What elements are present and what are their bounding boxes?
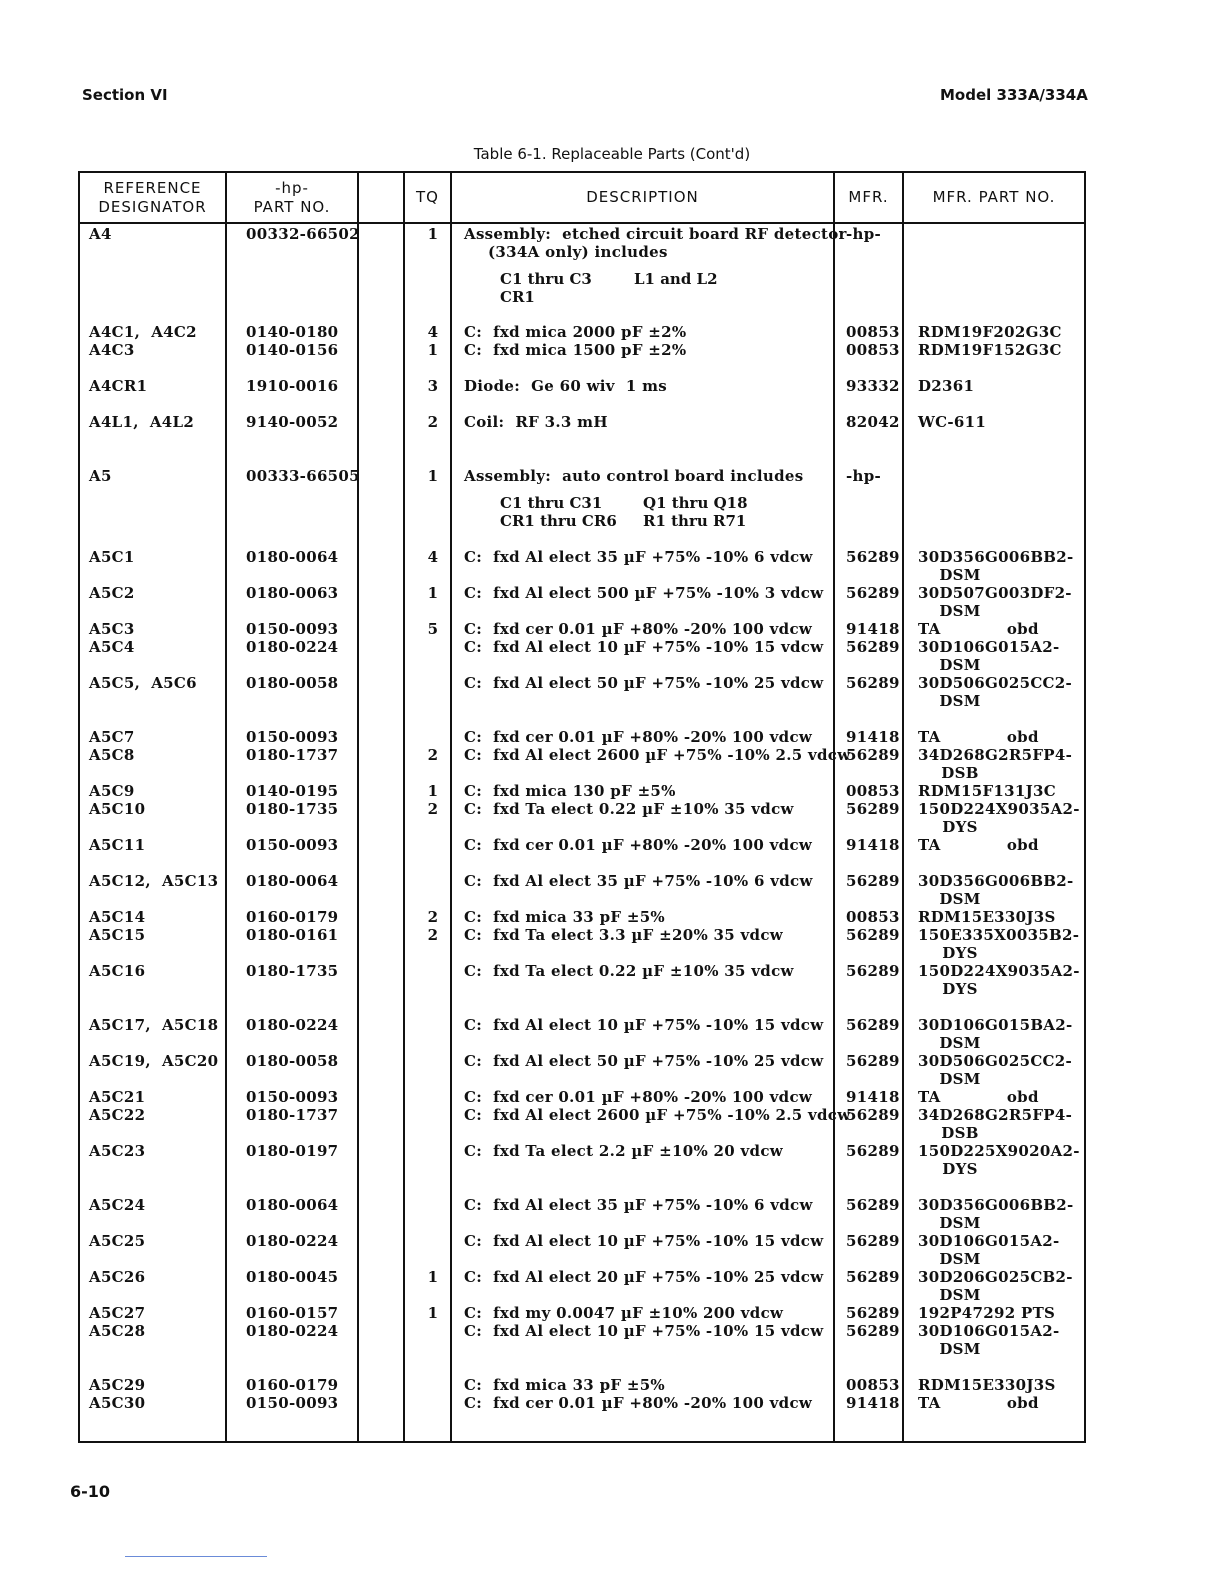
a4-include-c2: L1 and L2 (634, 270, 718, 288)
mfr-part-line: 150E335X0035B2- (918, 926, 1080, 944)
header-description: DESCRIPTION (586, 188, 699, 206)
reference-designator: A5C19, A5C20 (89, 1052, 219, 1070)
hp-part-number: 0150-0093 (246, 620, 339, 638)
mfr-part-line: 34D268G2R5FP4- (918, 1106, 1073, 1124)
description (464, 836, 812, 854)
manufacturer-part-number (918, 1304, 1068, 1322)
table-caption: Table 6-1. Replaceable Parts (Cont'd) (473, 145, 751, 163)
reference-designator: A5C30 (89, 1394, 146, 1412)
mfr-part-line: 150D224X9035A2- (918, 962, 1080, 980)
description (464, 1142, 783, 1160)
hp-part-number: 0180-1735 (246, 962, 339, 980)
description (464, 1322, 823, 1340)
description-line: C: fxd Al elect 10 µF +75% -10% 15 vdcw (464, 1322, 824, 1340)
hp-part-number: 0180-0224 (246, 1322, 339, 1340)
reference-designator: A5C5, A5C6 (89, 674, 197, 692)
description-line: Coil: RF 3.3 mH (464, 413, 608, 431)
column-divider (403, 173, 405, 1441)
parts-table (78, 171, 1086, 1443)
manufacturer-part-number (918, 728, 1068, 746)
hp-part-number: 0140-0156 (246, 341, 339, 359)
mfr-part-suffix: DSM (939, 692, 981, 710)
mfr-part-suffix: DSM (939, 1214, 981, 1232)
manufacturer-code: 56289 (846, 548, 900, 566)
total-quantity: 1 (427, 341, 439, 359)
mfr-part-suffix: DSM (939, 1070, 981, 1088)
mfr-part-suffix: DYS (942, 980, 978, 998)
hp-part-number: 1910-0016 (246, 377, 339, 395)
description-line: Assembly: etched circuit board RF detector (464, 225, 847, 243)
mfr-part-suffix: DSM (939, 566, 981, 584)
mfr-part-line: 30D356G006BB2- (918, 548, 1074, 566)
section-label: Section VI (82, 86, 168, 104)
hp-part-number: 0180-1735 (246, 800, 339, 818)
mfr-part-suffix: DYS (942, 818, 978, 836)
reference-designator: A5C22 (89, 1106, 146, 1124)
description-line: C: fxd mica 33 pF ±5% (464, 908, 665, 926)
total-quantity: 1 (427, 1304, 439, 1322)
reference-designator: A5C14 (89, 908, 146, 926)
mfr-part-line: TA obd (918, 1394, 1039, 1412)
hp-part-number: 0160-0157 (246, 1304, 339, 1322)
mfr-part-line: 30D506G025CC2- (918, 674, 1073, 692)
manufacturer-code: 56289 (846, 800, 900, 818)
manufacturer-part-number (918, 1232, 1068, 1268)
description-line2: (334A only) includes (488, 243, 668, 261)
hp-part-number: 0180-0224 (246, 1232, 339, 1250)
reference-designator: A5C15 (89, 926, 146, 944)
manufacturer-code: 56289 (846, 1268, 900, 1286)
manufacturer-code: 56289 (846, 962, 900, 980)
manufacturer-part-number (918, 800, 1080, 836)
manufacturer-part-number (918, 1268, 1073, 1304)
reference-designator: A5C4 (89, 638, 135, 656)
description (464, 638, 823, 656)
hp-part-number: 0160-0179 (246, 1376, 339, 1394)
description (464, 1232, 823, 1250)
reference-designator: A5C11 (89, 836, 146, 854)
mfr-part-line: 30D206G025CB2- (918, 1268, 1073, 1286)
reference-designator: A4C3 (89, 341, 135, 359)
header-part-line1: -hp- (275, 178, 309, 197)
manufacturer-code: 56289 (846, 674, 900, 692)
manufacturer-part-number (918, 674, 1073, 710)
manufacturer-part-number (918, 1142, 1080, 1178)
manufacturer-part-number (918, 1376, 1068, 1394)
total-quantity: 4 (427, 323, 439, 341)
description (464, 872, 813, 890)
manufacturer-part-number (918, 782, 1068, 800)
mfr-part-line: TA obd (918, 620, 1039, 638)
reference-designator: A5C27 (89, 1304, 146, 1322)
manufacturer-code: 91418 (846, 1394, 900, 1412)
mfr-part-line: WC-611 (918, 413, 987, 431)
description (464, 467, 803, 485)
mfr-part-line: 150D225X9020A2- (918, 1142, 1080, 1160)
column-divider (833, 173, 835, 1441)
total-quantity: 4 (427, 548, 439, 566)
manufacturer-part-number (918, 962, 1080, 998)
description-line: C: fxd Ta elect 0.22 µF ±10% 35 vdcw (464, 962, 794, 980)
manufacturer-part-number (918, 548, 1074, 584)
hp-part-number: 0180-0197 (246, 1142, 339, 1160)
manufacturer-part-number (918, 638, 1068, 674)
hp-part-number: 0150-0093 (246, 1088, 339, 1106)
mfr-part-suffix: DSM (939, 1340, 981, 1358)
hp-part-number: 0180-0224 (246, 1016, 339, 1034)
mfr-part-line: 30D356G006BB2- (918, 872, 1074, 890)
mfr-part-suffix: DSB (941, 764, 979, 782)
mfr-part-line: 192P47292 PTS (918, 1304, 1056, 1322)
description-line: C: fxd Al elect 35 µF +75% -10% 6 vdcw (464, 548, 813, 566)
total-quantity: 2 (427, 926, 439, 944)
description-line: C: fxd Al elect 50 µF +75% -10% 25 vdcw (464, 1052, 824, 1070)
mfr-part-line: RDM15E330J3S (918, 1376, 1056, 1394)
column-divider (357, 173, 359, 1441)
reference-designator: A5C2 (89, 584, 135, 602)
mfr-part-line: 30D356G006BB2- (918, 1196, 1074, 1214)
description-line: C: fxd Al elect 2600 µF +75% -10% 2.5 vdcw (464, 746, 851, 764)
model-label: Model 333A/334A (940, 86, 1088, 104)
column-divider (902, 173, 904, 1441)
hp-part-number: 9140-0052 (246, 413, 339, 431)
total-quantity: 2 (427, 413, 439, 431)
hp-part-number: 0180-0224 (246, 638, 339, 656)
reference-designator: A5C29 (89, 1376, 146, 1394)
description-line: C: fxd cer 0.01 µF +80% -20% 100 vdcw (464, 836, 813, 854)
reference-designator: A5C21 (89, 1088, 146, 1106)
manufacturer-code: 82042 (846, 413, 900, 431)
header-part-no (227, 173, 357, 222)
description-line: C: fxd Al elect 2600 µF +75% -10% 2.5 vdcw (464, 1106, 851, 1124)
description-line: C: fxd Al elect 10 µF +75% -10% 15 vdcw (464, 638, 824, 656)
total-quantity: 1 (427, 782, 439, 800)
description (464, 584, 823, 602)
manufacturer-code: 56289 (846, 1196, 900, 1214)
manufacturer-part-number (918, 1106, 1073, 1142)
manufacturer-code: 00853 (846, 341, 900, 359)
reference-designator: A5 (89, 467, 112, 485)
description (464, 225, 847, 261)
reference-designator: A4CR1 (89, 377, 148, 395)
mfr-part-line: 34D268G2R5FP4- (918, 746, 1073, 764)
reference-designator: A5C24 (89, 1196, 146, 1214)
hp-part-number: 0180-0058 (246, 1052, 339, 1070)
a4-include-c1: C1 thru C3 (500, 270, 592, 288)
total-quantity: 3 (427, 377, 439, 395)
hp-part-number: 0180-0045 (246, 1268, 339, 1286)
description (464, 620, 812, 638)
hp-part-number: 0180-0161 (246, 926, 339, 944)
description (464, 1268, 823, 1286)
manufacturer-code: 56289 (846, 1052, 900, 1070)
manufacturer-code: 56289 (846, 584, 900, 602)
header-mfr-part-no: MFR. PART NO. (932, 188, 1056, 206)
hp-part-number: 0180-1737 (246, 1106, 339, 1124)
mfr-part-line: 30D506G025CC2- (918, 1052, 1073, 1070)
footer-rule (125, 1556, 267, 1557)
mfr-part-line: TA obd (918, 728, 1039, 746)
manufacturer-part-number (918, 908, 1068, 926)
header-ref-line2: DESIGNATOR (98, 197, 207, 216)
mfr-part-suffix: DSM (939, 890, 981, 908)
description (464, 413, 608, 431)
header-reference-designator (80, 173, 225, 222)
description-line: C: fxd cer 0.01 µF +80% -20% 100 vdcw (464, 1394, 813, 1412)
manufacturer-code: 91418 (846, 620, 900, 638)
description-line: C: fxd my 0.0047 µF ±10% 200 vdcw (464, 1304, 784, 1322)
description-line: C: fxd Al elect 500 µF +75% -10% 3 vdcw (464, 584, 824, 602)
mfr-part-line: 30D106G015BA2- (918, 1016, 1073, 1034)
manufacturer-code: 56289 (846, 746, 900, 764)
hp-part-number: 0180-0063 (246, 584, 339, 602)
manufacturer-code: 91418 (846, 1088, 900, 1106)
header-mfr: MFR. (848, 188, 889, 206)
description (464, 908, 665, 926)
mfr-part-line: RDM15E330J3S (918, 908, 1056, 926)
reference-designator: A4L1, A4L2 (89, 413, 195, 431)
manufacturer-part-number (918, 620, 1068, 638)
description (464, 377, 667, 395)
hp-part-number: 0180-0064 (246, 872, 339, 890)
description-line: C: fxd Ta elect 0.22 µF ±10% 35 vdcw (464, 800, 794, 818)
description (464, 1304, 783, 1322)
mfr-part-suffix: DSM (939, 602, 981, 620)
description-line: C: fxd Al elect 10 µF +75% -10% 15 vdcw (464, 1232, 824, 1250)
manufacturer-part-number (918, 323, 1068, 341)
description-line: C: fxd mica 1500 pF ±2% (464, 341, 687, 359)
manufacturer-part-number (918, 1322, 1068, 1358)
manufacturer-part-number (918, 1088, 1068, 1106)
hp-part-number: 0140-0180 (246, 323, 339, 341)
header-divider (80, 222, 1084, 224)
description-line: C: fxd Ta elect 3.3 µF ±20% 35 vdcw (464, 926, 783, 944)
description (464, 1106, 850, 1124)
manufacturer-code: 00853 (846, 908, 900, 926)
hp-part-number: 00332-66502 (246, 225, 360, 243)
mfr-part-suffix: DSM (939, 1034, 981, 1052)
mfr-part-suffix: DYS (942, 944, 978, 962)
total-quantity: 2 (427, 746, 439, 764)
description (464, 1376, 665, 1394)
mfr-part-line: TA obd (918, 836, 1039, 854)
description-line: C: fxd Al elect 10 µF +75% -10% 15 vdcw (464, 1016, 824, 1034)
mfr-part-suffix: DSM (939, 1286, 981, 1304)
description-line: C: fxd mica 130 pF ±5% (464, 782, 676, 800)
manufacturer-code: 56289 (846, 1142, 900, 1160)
manufacturer-code: 56289 (846, 1304, 900, 1322)
reference-designator: A5C25 (89, 1232, 146, 1250)
total-quantity: 1 (427, 467, 439, 485)
description (464, 800, 794, 818)
description (464, 1394, 812, 1412)
mfr-part-line: 30D106G015A2- (918, 638, 1060, 656)
mfr-part-line: 30D507G003DF2- (918, 584, 1072, 602)
total-quantity: 5 (427, 620, 439, 638)
hp-part-number: 0160-0179 (246, 908, 339, 926)
description-line: C: fxd Al elect 35 µF +75% -10% 6 vdcw (464, 1196, 813, 1214)
description (464, 1052, 823, 1070)
total-quantity: 2 (427, 800, 439, 818)
manufacturer-part-number (918, 413, 1068, 431)
hp-part-number: 00333-66505 (246, 467, 360, 485)
reference-designator: A4 (89, 225, 112, 243)
description (464, 1196, 813, 1214)
description-line: C: fxd Al elect 50 µF +75% -10% 25 vdcw (464, 674, 824, 692)
reference-designator: A5C28 (89, 1322, 146, 1340)
mfr-part-line: RDM15F131J3C (918, 782, 1056, 800)
manufacturer-code: 93332 (846, 377, 900, 395)
manufacturer-part-number (918, 1052, 1073, 1088)
description (464, 1016, 823, 1034)
reference-designator: A5C26 (89, 1268, 146, 1286)
reference-designator: A5C23 (89, 1142, 146, 1160)
a5-include-c4: R1 thru R71 (643, 512, 747, 530)
reference-designator: A5C7 (89, 728, 135, 746)
description (464, 962, 794, 980)
description (464, 926, 783, 944)
description-line: C: fxd cer 0.01 µF +80% -20% 100 vdcw (464, 728, 813, 746)
manufacturer-part-number (918, 746, 1073, 782)
total-quantity: 1 (427, 584, 439, 602)
manufacturer-part-number (918, 872, 1074, 908)
reference-designator: A5C17, A5C18 (89, 1016, 219, 1034)
description-line: C: fxd Al elect 35 µF +75% -10% 6 vdcw (464, 872, 813, 890)
hp-part-number: 0140-0195 (246, 782, 339, 800)
description-line: C: fxd cer 0.01 µF +80% -20% 100 vdcw (464, 1088, 813, 1106)
header-tq: TQ (416, 188, 439, 206)
reference-designator: A5C12, A5C13 (89, 872, 219, 890)
manufacturer-code: 00853 (846, 782, 900, 800)
reference-designator: A5C8 (89, 746, 135, 764)
manufacturer-code: 56289 (846, 1322, 900, 1340)
mfr-part-line: 30D106G015A2- (918, 1322, 1060, 1340)
mfr-part-suffix: DSM (939, 1250, 981, 1268)
description (464, 323, 686, 341)
description-line: C: fxd cer 0.01 µF +80% -20% 100 vdcw (464, 620, 813, 638)
mfr-part-suffix: DYS (942, 1160, 978, 1178)
manufacturer-code: 91418 (846, 728, 900, 746)
total-quantity: 1 (427, 1268, 439, 1286)
reference-designator: A5C1 (89, 548, 135, 566)
description (464, 782, 676, 800)
manufacturer-code: 56289 (846, 1016, 900, 1034)
reference-designator: A5C16 (89, 962, 146, 980)
mfr-part-line: 30D106G015A2- (918, 1232, 1060, 1250)
mfr-part-line: 150D224X9035A2- (918, 800, 1080, 818)
total-quantity: 1 (427, 225, 439, 243)
hp-part-number: 0180-1737 (246, 746, 339, 764)
hp-part-number: 0180-0064 (246, 548, 339, 566)
manufacturer-part-number (918, 926, 1080, 962)
description (464, 746, 850, 764)
a5-include-c3: CR1 thru CR6 (500, 512, 617, 530)
description (464, 674, 823, 692)
hp-part-number: 0180-0058 (246, 674, 339, 692)
a4-include-c3: CR1 (500, 288, 535, 306)
manufacturer-code: -hp- (846, 467, 882, 485)
total-quantity: 2 (427, 908, 439, 926)
manufacturer-code: 56289 (846, 638, 900, 656)
description-line: C: fxd Ta elect 2.2 µF ±10% 20 vdcw (464, 1142, 783, 1160)
manufacturer-code: 56289 (846, 872, 900, 890)
hp-part-number: 0150-0093 (246, 836, 339, 854)
manufacturer-part-number (918, 584, 1072, 620)
mfr-part-line: TA obd (918, 1088, 1039, 1106)
manufacturer-part-number (918, 1394, 1068, 1412)
mfr-part-suffix: DSB (941, 1124, 979, 1142)
manufacturer-code: 00853 (846, 323, 900, 341)
description-line: Assembly: auto control board includes (464, 467, 804, 485)
manufacturer-code: 56289 (846, 1106, 900, 1124)
description-line: Diode: Ge 60 wiv 1 ms (464, 377, 668, 395)
reference-designator: A4C1, A4C2 (89, 323, 197, 341)
a5-include-c2: Q1 thru Q18 (643, 494, 748, 512)
description (464, 728, 812, 746)
reference-designator: A5C10 (89, 800, 146, 818)
reference-designator: A5C9 (89, 782, 135, 800)
description-line: C: fxd mica 2000 pF ±2% (464, 323, 687, 341)
hp-part-number: 0150-0093 (246, 1394, 339, 1412)
manufacturer-code: 56289 (846, 926, 900, 944)
mfr-part-line: RDM19F202G3C (918, 323, 1062, 341)
manufacturer-code: -hp- (846, 225, 882, 243)
mfr-part-line: D2361 (918, 377, 975, 395)
manufacturer-part-number (918, 836, 1068, 854)
header-ref-line1: REFERENCE (103, 178, 202, 197)
mfr-part-suffix: DSM (939, 656, 981, 674)
mfr-part-line: RDM19F152G3C (918, 341, 1062, 359)
manufacturer-part-number (918, 341, 1068, 359)
description (464, 341, 686, 359)
manufacturer-part-number (918, 377, 1068, 395)
manufacturer-code: 56289 (846, 1232, 900, 1250)
reference-designator: A5C3 (89, 620, 135, 638)
manufacturer-part-number (918, 1196, 1074, 1232)
column-divider (225, 173, 227, 1441)
header-part-line2: PART NO. (253, 197, 331, 216)
manufacturer-code: 00853 (846, 1376, 900, 1394)
a5-include-c1: C1 thru C31 (500, 494, 603, 512)
description-line: C: fxd Al elect 20 µF +75% -10% 25 vdcw (464, 1268, 824, 1286)
hp-part-number: 0150-0093 (246, 728, 339, 746)
description (464, 1088, 812, 1106)
description-line: C: fxd mica 33 pF ±5% (464, 1376, 665, 1394)
manufacturer-part-number (918, 1016, 1073, 1052)
page-number: 6-10 (70, 1482, 111, 1501)
hp-part-number: 0180-0064 (246, 1196, 339, 1214)
description (464, 548, 813, 566)
manufacturer-code: 91418 (846, 836, 900, 854)
